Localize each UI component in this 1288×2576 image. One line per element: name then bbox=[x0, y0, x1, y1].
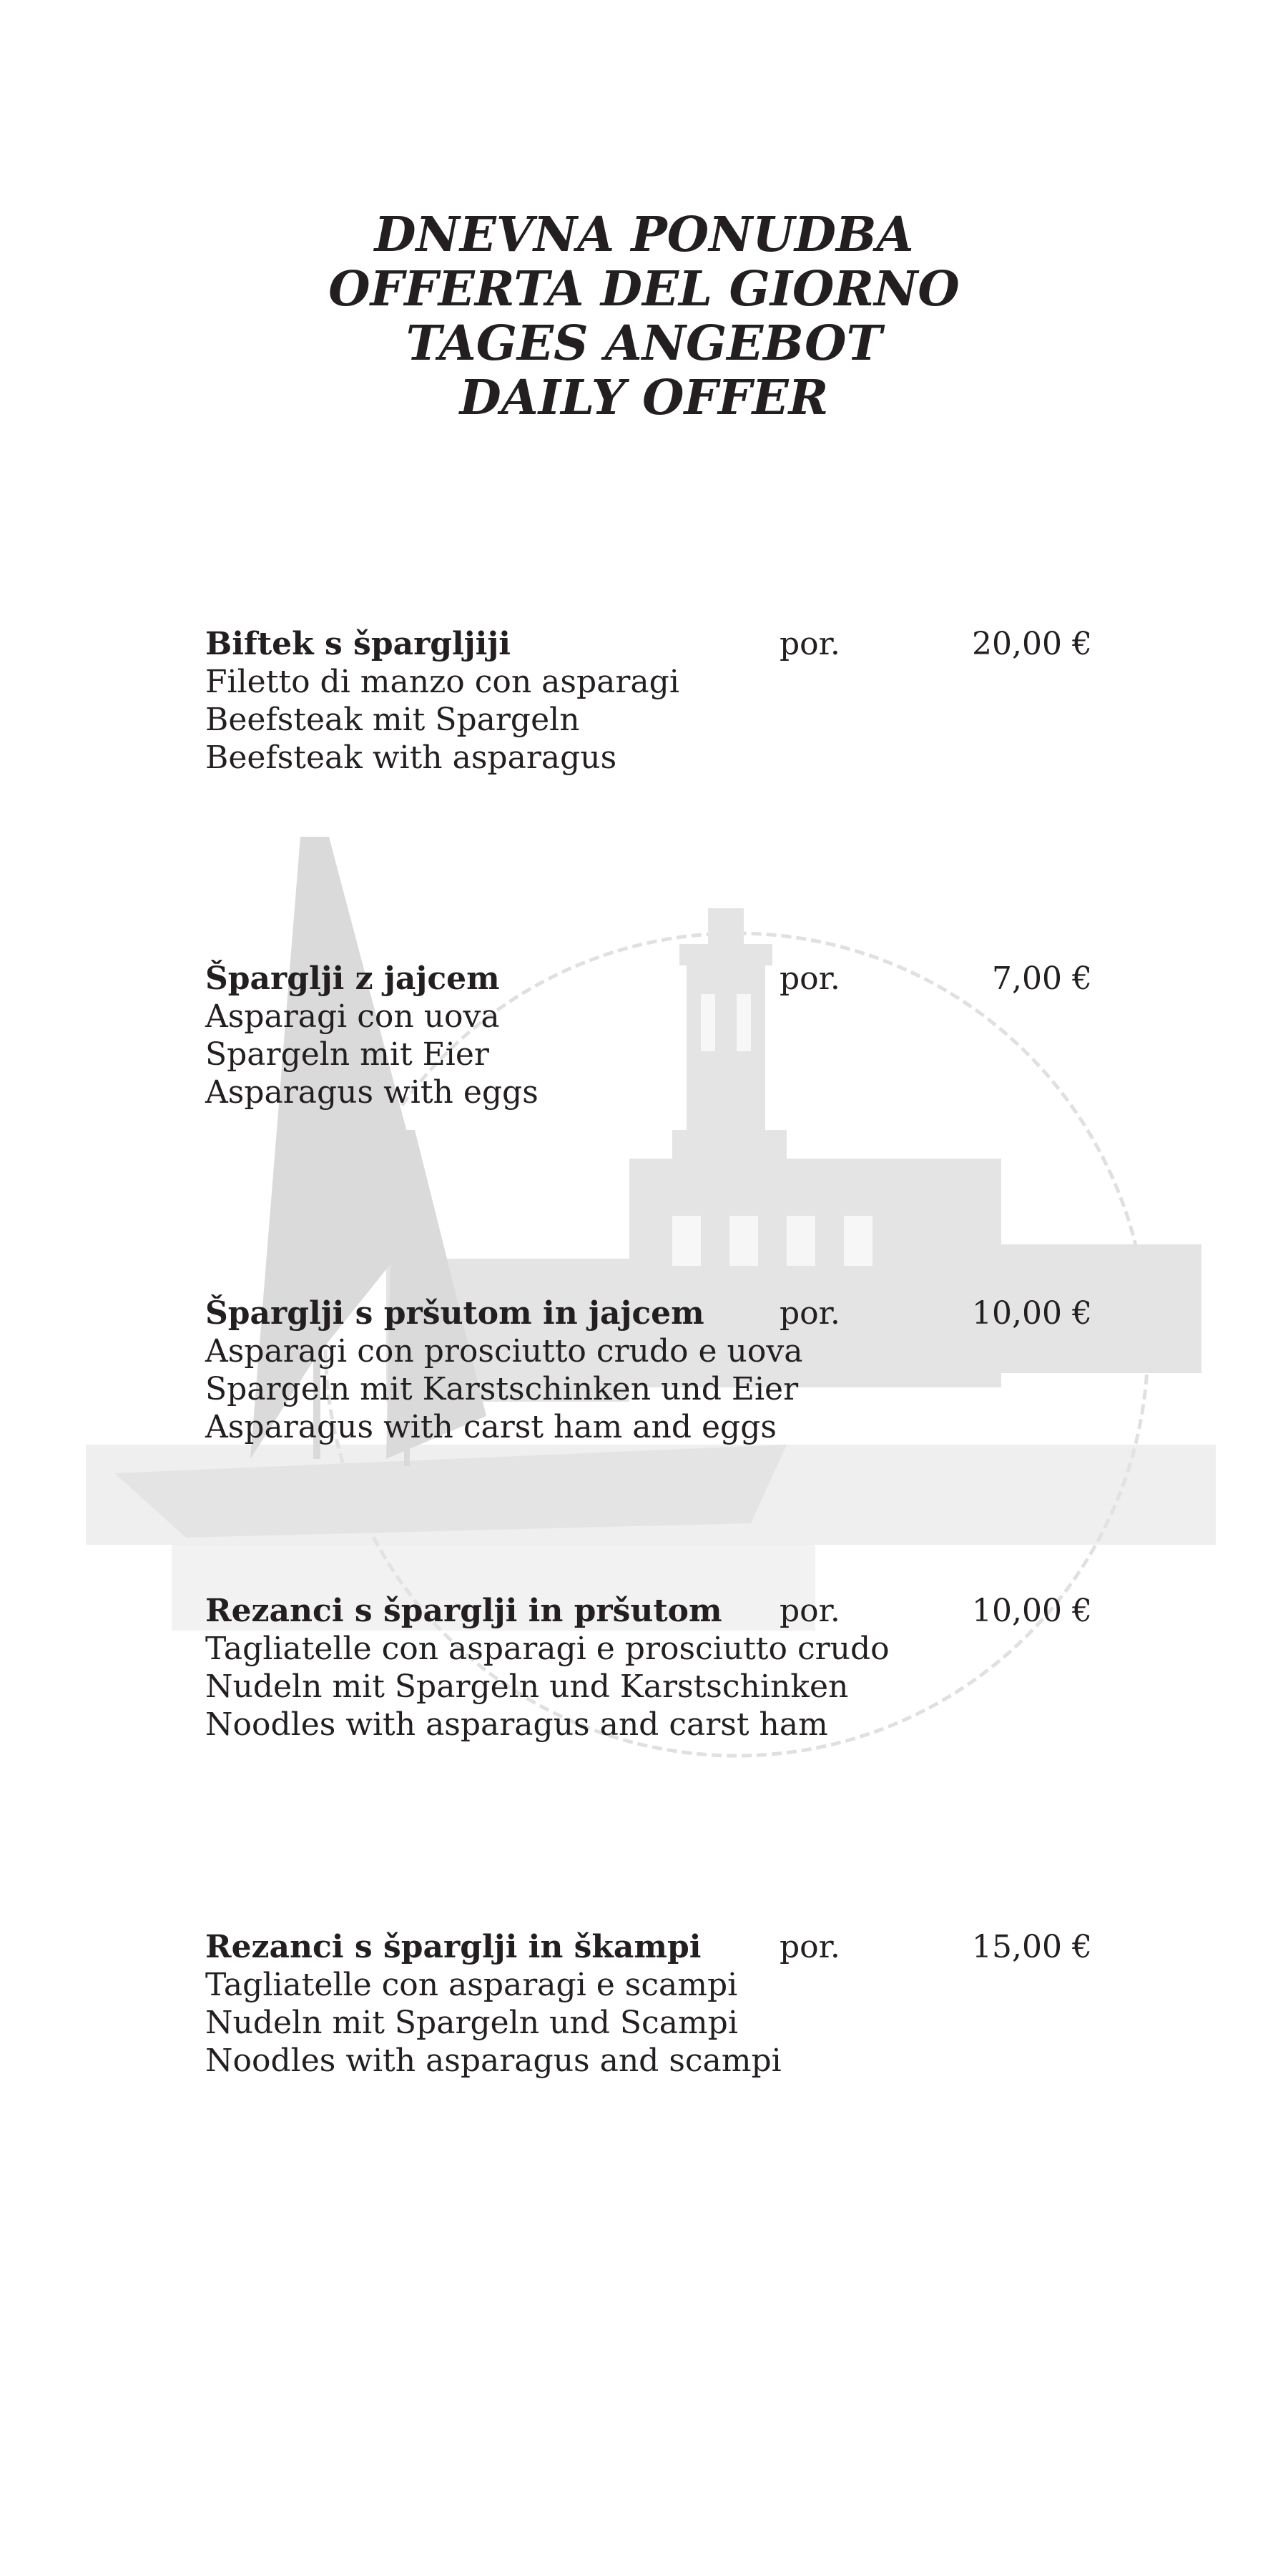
dish-unit: por. bbox=[780, 1593, 840, 1629]
dish-translation-italian: Asparagi con prosciutto crudo e uova bbox=[205, 1333, 803, 1370]
dish-translation-english: Noodles with asparagus and carst ham bbox=[205, 1706, 828, 1743]
dish-price: 10,00 € bbox=[972, 1593, 1092, 1629]
dish-translation-english: Asparagus with carst ham and eggs bbox=[205, 1409, 777, 1445]
title-italian: OFFERTA DEL GIORNO bbox=[328, 260, 960, 317]
title-slovenian: DNEVNA PONUDBA bbox=[374, 206, 914, 262]
dish-translation-italian: Tagliatelle con asparagi e scampi bbox=[205, 1967, 738, 2003]
dish-translation-english: Beefsteak with asparagus bbox=[205, 739, 617, 776]
dish-name: Rezanci s šparglji in škampi bbox=[205, 1929, 702, 1965]
dish-unit: por. bbox=[780, 1295, 840, 1332]
title-german: TAGES ANGEBOT bbox=[405, 315, 883, 371]
dish-name: Biftek s špargljiji bbox=[205, 626, 511, 662]
dish-price: 15,00 € bbox=[972, 1929, 1092, 1965]
menu-item bbox=[205, 625, 1092, 777]
dish-name: Šparglji s pršutom in jajcem bbox=[205, 1295, 704, 1332]
dish-name: Šparglji z jajcem bbox=[205, 960, 500, 997]
page-title bbox=[0, 207, 1288, 425]
dish-price: 20,00 € bbox=[972, 626, 1092, 662]
dish-translation-german: Nudeln mit Spargeln und Karstschinken bbox=[205, 1668, 849, 1705]
dish-translation-italian: Asparagi con uova bbox=[205, 998, 500, 1035]
dish-translation-german: Spargeln mit Karstschinken und Eier bbox=[205, 1371, 799, 1407]
dish-translation-german: Nudeln mit Spargeln und Scampi bbox=[205, 2005, 738, 2041]
dish-price: 7,00 € bbox=[992, 960, 1092, 997]
dish-unit: por. bbox=[780, 1929, 840, 1965]
dish-translation-english: Asparagus with eggs bbox=[205, 1074, 539, 1111]
menu-item bbox=[205, 1928, 1092, 2080]
dish-translation-italian: Tagliatelle con asparagi e prosciutto crudo bbox=[205, 1631, 890, 1667]
dish-translation-german: Spargeln mit Eier bbox=[205, 1036, 489, 1073]
menu-item bbox=[205, 960, 1092, 1111]
menu-item bbox=[205, 1294, 1092, 1446]
menu-item bbox=[205, 1592, 1092, 1744]
dish-translation-italian: Filetto di manzo con asparagi bbox=[205, 664, 679, 700]
dish-unit: por. bbox=[780, 626, 840, 662]
dish-translation-german: Beefsteak mit Spargeln bbox=[205, 702, 580, 738]
dish-name: Rezanci s šparglji in pršutom bbox=[205, 1593, 722, 1629]
dish-translation-english: Noodles with asparagus and scampi bbox=[205, 2042, 782, 2079]
dish-unit: por. bbox=[780, 960, 840, 997]
title-english: DAILY OFFER bbox=[459, 369, 829, 426]
dish-price: 10,00 € bbox=[972, 1295, 1092, 1332]
